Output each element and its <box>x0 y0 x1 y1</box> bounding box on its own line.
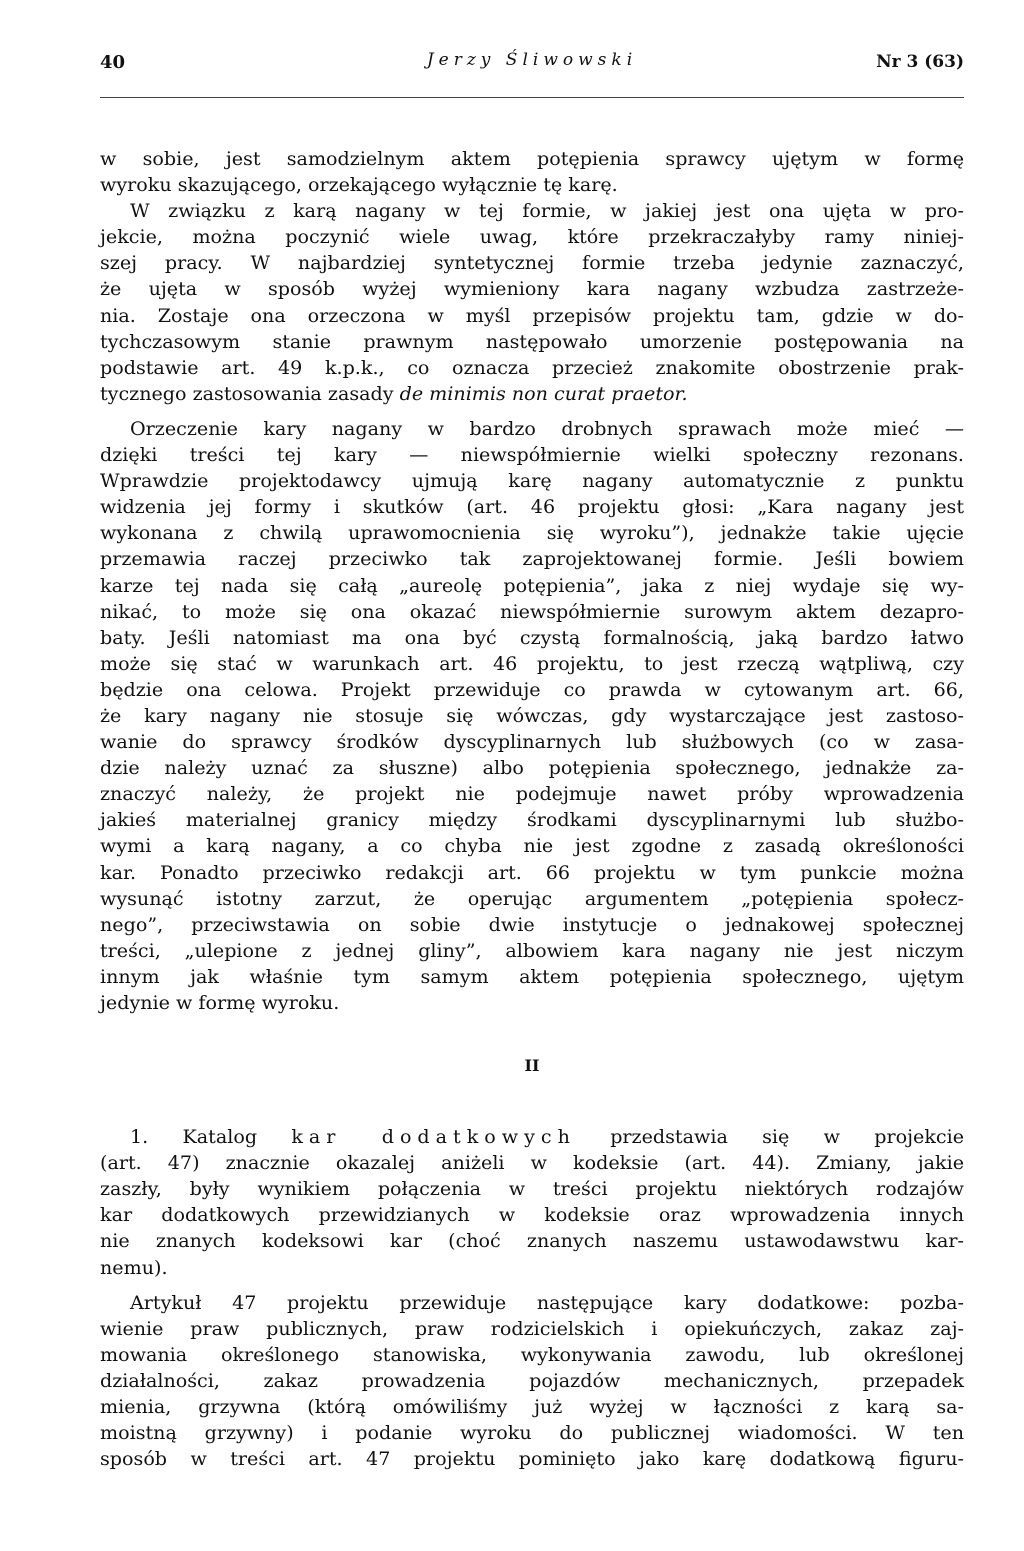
paragraph-1 <box>100 146 964 198</box>
text-line: dzięki treści tej kary — niewspółmiernie wielki społeczny rezonans. <box>100 443 964 467</box>
issue-number: Nr 3 (63) <box>876 52 964 72</box>
text-line: wymi a karą nagany, a co chyba nie jest zgodne z zasadą określoności <box>100 834 964 858</box>
text-line: Artykuł 47 projektu przewiduje następujące kary dodatkowe: pozba- <box>130 1290 964 1314</box>
text-line: kar dodatkowych przewidzianych w kodeksie oraz wprowadzenia innych <box>100 1203 964 1227</box>
text-line <box>100 381 964 407</box>
article-body <box>100 146 964 1472</box>
text-line <box>100 1124 964 1150</box>
text-line: kar. Ponadto przeciwko redakcji art. 66 projektu w tym punkcie można <box>100 860 964 884</box>
text-line: będzie ona celowa. Projekt przewiduje co prawda w cytowanym art. 66, <box>100 677 964 701</box>
emphasized-term: kar dodatkowych <box>291 1125 576 1149</box>
text-line: działalności, zakaz prowadzenia pojazdów mechanicznych, przepadek <box>100 1368 964 1392</box>
text-line: wykonana z chwilą uprawomocnienia się wyroku”), jednakże takie ujęcie <box>100 521 964 545</box>
text-line: moistną grzywny) i podanie wyroku do publicznej wiadomości. W ten <box>100 1421 964 1445</box>
text-line: Orzeczenie kary nagany w bardzo drobnych sprawach może mieć — <box>130 416 964 440</box>
text-run: przedstawia się w projekcie <box>575 1125 964 1149</box>
text-line: tychczasowym stanie prawnym następowało umorzenie postępowania na <box>100 329 964 353</box>
text-line: widzenia jej formy i skutków (art. 46 projektu głosi: „Kara nagany jest <box>100 495 964 519</box>
paragraph-4 <box>100 1124 964 1281</box>
paragraph-3 <box>100 416 964 1016</box>
section-heading: II <box>524 1056 540 1076</box>
text-line: w sobie, jest samodzielnym aktem potępienia sprawcy ujętym w formę <box>100 147 964 170</box>
text-line: Wprawdzie projektodawcy ujmują karę nagany automatycznie z punktu <box>100 469 964 493</box>
text-line: wyroku skazującego, orzekającego wyłącznie tę karę. <box>100 173 618 197</box>
text-line: jakieś materialnej granicy między środkami dyscyplinarnymi lub służbo- <box>100 808 964 832</box>
text-line: nikać, to może się ona okazać niewspółmiernie surowym aktem dezapro- <box>100 599 964 623</box>
text-line: jekcie, można poczynić wiele uwag, które przekraczałyby ramy niniej- <box>100 225 964 249</box>
text-line: nego”, przeciwstawia on sobie dwie instytucje o jednakowej społecznej <box>100 912 964 936</box>
page-header <box>100 38 964 78</box>
text-line: zaszły, były wynikiem połączenia w treści projektu niektórych rodzajów <box>100 1177 964 1201</box>
text-line: mienia, grzywna (którą omówiliśmy już wyżej w łączności z karą sa- <box>100 1395 964 1419</box>
text-line: nia. Zostaje ona orzeczona w myśl przepisów projektu tam, gdzie w do- <box>100 303 964 327</box>
text-line: innym jak właśnie tym samym aktem potępienia społecznego, ujętym <box>100 964 964 988</box>
text-line: nie znanych kodeksowi kar (choć znanych naszemu ustawodawstwu kar- <box>100 1229 964 1253</box>
text-line: W związku z karą nagany w tej formie, w jakiej jest ona ujęta w pro- <box>130 199 964 223</box>
text-line: sposób w treści art. 47 projektu pominięto jako karę dodatkową figuru- <box>100 1447 964 1471</box>
text-line: że ujęta w sposób wyżej wymieniony kara nagany wzbudza zastrzeże- <box>100 277 964 301</box>
latin-maxim: de minimis non curat praetor. <box>399 381 688 405</box>
text-line: wysunąć istotny zarzut, że operując argumentem „potępienia społecz- <box>100 886 964 910</box>
text-line: podstawie art. 49 k.p.k., co oznacza przecież znakomite obostrzenie prak- <box>100 355 964 379</box>
text-run: 1. Katalog <box>130 1125 292 1149</box>
text-line: że kary nagany nie stosuje się wówczas, gdy wystarczające jest zastoso- <box>100 703 964 727</box>
text-line: treści, „ulepione z jednej gliny”, albowiem kara nagany nie jest niczym <box>100 938 964 962</box>
paragraph-2 <box>100 198 964 407</box>
text-line: karze tej nada się całą „aureolę potępienia”, jaka z niej wydaje się wy- <box>100 573 964 597</box>
text-line: szej pracy. W najbardziej syntetycznej formie trzeba jedynie zaznaczyć, <box>100 251 964 275</box>
paragraph-5 <box>100 1290 964 1473</box>
text-line: znaczyć należy, że projekt nie podejmuje nawet próby wprowadzenia <box>100 782 964 806</box>
text-line: dzie należy uznać za słuszne) albo potępienia społecznego, jednakże za- <box>100 756 964 780</box>
header-rule <box>100 97 964 98</box>
text-line: przemawia raczej przeciwko tak zaprojektowanej formie. Jeśli bowiem <box>100 547 964 571</box>
text-run: tycznego zastosowania zasady <box>100 381 400 405</box>
text-line: mowania określonego stanowiska, wykonywania zawodu, lub określonej <box>100 1342 964 1366</box>
text-line: może się stać w warunkach art. 46 projektu, to jest rzeczą wątpliwą, czy <box>100 651 964 675</box>
text-line: jedynie w formę wyroku. <box>100 991 340 1014</box>
text-line: baty. Jeśli natomiast ma ona być czystą formalnością, jaką bardzo łatwo <box>100 625 964 649</box>
text-line: nemu). <box>100 1255 168 1279</box>
text-line: (art. 47) znacznie okazalej aniżeli w kodeksie (art. 44). Zmiany, jakie <box>100 1151 964 1175</box>
running-title: Jerzy Śliwowski <box>426 50 638 70</box>
text-line: wanie do sprawcy środków dyscyplinarnych lub służbowych (co w zasa- <box>100 730 964 754</box>
page-number: 40 <box>100 52 126 73</box>
text-line: wienie praw publicznych, praw rodzicielskich i opiekuńczych, zakaz zaj- <box>100 1316 964 1340</box>
